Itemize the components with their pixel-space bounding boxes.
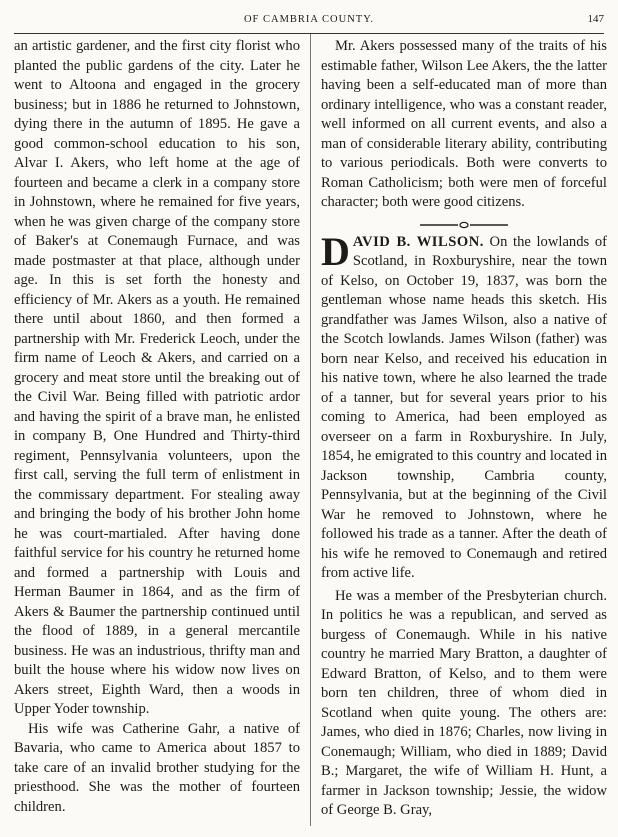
right-column <box>321 37 607 821</box>
paragraph-wilson-body: On the lowlands of Scotland, in Roxburyshire, near the town of Kelso, on October 19, 1837, was born the gentleman whose name heads this sketch. His grandfather was James Wilson, also a native of the Scotch lowlands. James Wilson (father) was born near Kelso, and received his education in his native town, where he also learned the trade of a tanner, but for several years prior to his coming to America, had been employed as overseer on a farm in Roxburyshire. In July, 1854, he emigrated to this country and located in Jackson township, Cambria county, Pennsylvania, but at the beginning of the Civil War he removed to Johnstown, where he followed his trade as a tanner. After the death of his wife he removed to Conemaugh and retired from active life. <box>321 233 608 581</box>
paragraph-akers-wife: His wife was Catherine Gahr, a native of Bavaria, who came to America about 1857 to take care of an invalid brother studying for the priesthood. She was the mother of fourteen children. <box>14 720 300 815</box>
drop-cap: D <box>321 228 350 274</box>
page-number: 147 <box>587 13 604 25</box>
header-rule <box>14 33 604 34</box>
left-column <box>14 37 300 817</box>
paragraph-akers-career: an artistic gardener, and the first city florist who planted the public gardens of the city. Later he went to Altoona and engaged in the grocery business; but in 1886 he returned to Johnstown, dying there in the autumn of 1895. He gave a good common-school education to his son, Alvar I. Akers, who left home at the age of fourteen and became a clerk in a company store in Johnstown, where he remained for five years, when he was given charge of the company store of Baker's at Conemaugh Furnace, and was made postmaster at that place, although under age. In this is set forth the honesty and efficiency of Mr. Akers as a youth. He remained there until about 1860, and then formed a partnership with Mr. Frederick Leoch, under the firm name of Leoch & Akers, and carried on a grocery and meat store until the breaking out of the Civil War. Being filled with patriotic ardor and having the spirit of a brave man, he enlisted in company B, One Hundred and Thirty-third regiment, Pennsylvania volunteers, upon the first call, serving the full term of enlistment in the commissary department. For stealing away and bringing the body of his brother John home he was court-martialed. After having done faithful service for his country he returned home and formed a partnership with Louis and Herman Baumer in 1864, and as the firm of Akers & Baumer the partnership continued until the flood of 1889, in a general mercantile business. He was an industrious, thrifty man and built the house where his widow now lives on Akers street, Eighth Ward, then a woods in Upper Yoder township. <box>14 38 300 717</box>
column-divider <box>310 34 311 826</box>
running-head: OF CAMBRIA COUNTY. <box>243 14 375 25</box>
paragraph-wilson-family: He was a member of the Presbyterian church. In politics he was a republican, and served as burgess of Conemaugh. While in his native country he married Mary Bratton, a daughter of Edward Bratton, of Kelso, and to them were born ten children, three of whom died in Scotland when quite young. The others are: James, who died in 1876; Charles, now living in Conemaugh; William, who died in 1889; David B.; Margaret, the wife of William H. Hunt, a farmer in Jackson township; Jessie, the widow of George B. Gray, <box>321 587 607 818</box>
biography-name: AVID B. WILSON. <box>352 233 484 250</box>
paragraph-wilson-intro <box>321 228 608 584</box>
paragraph-akers-traits: Mr. Akers possessed many of the traits of his estimable father, Wilson Lee Akers, the the latter having been a self-educated man of more than ordinary intelligence, who was a constant reader, well informed on all current events, and also a man of considerable literary ability, contributing to various periodicals. Both were converts to Roman Catholicism; both were men of forceful character; both were good citizens. <box>321 38 607 210</box>
page-header <box>0 0 618 28</box>
section-divider-ornament <box>418 220 510 230</box>
